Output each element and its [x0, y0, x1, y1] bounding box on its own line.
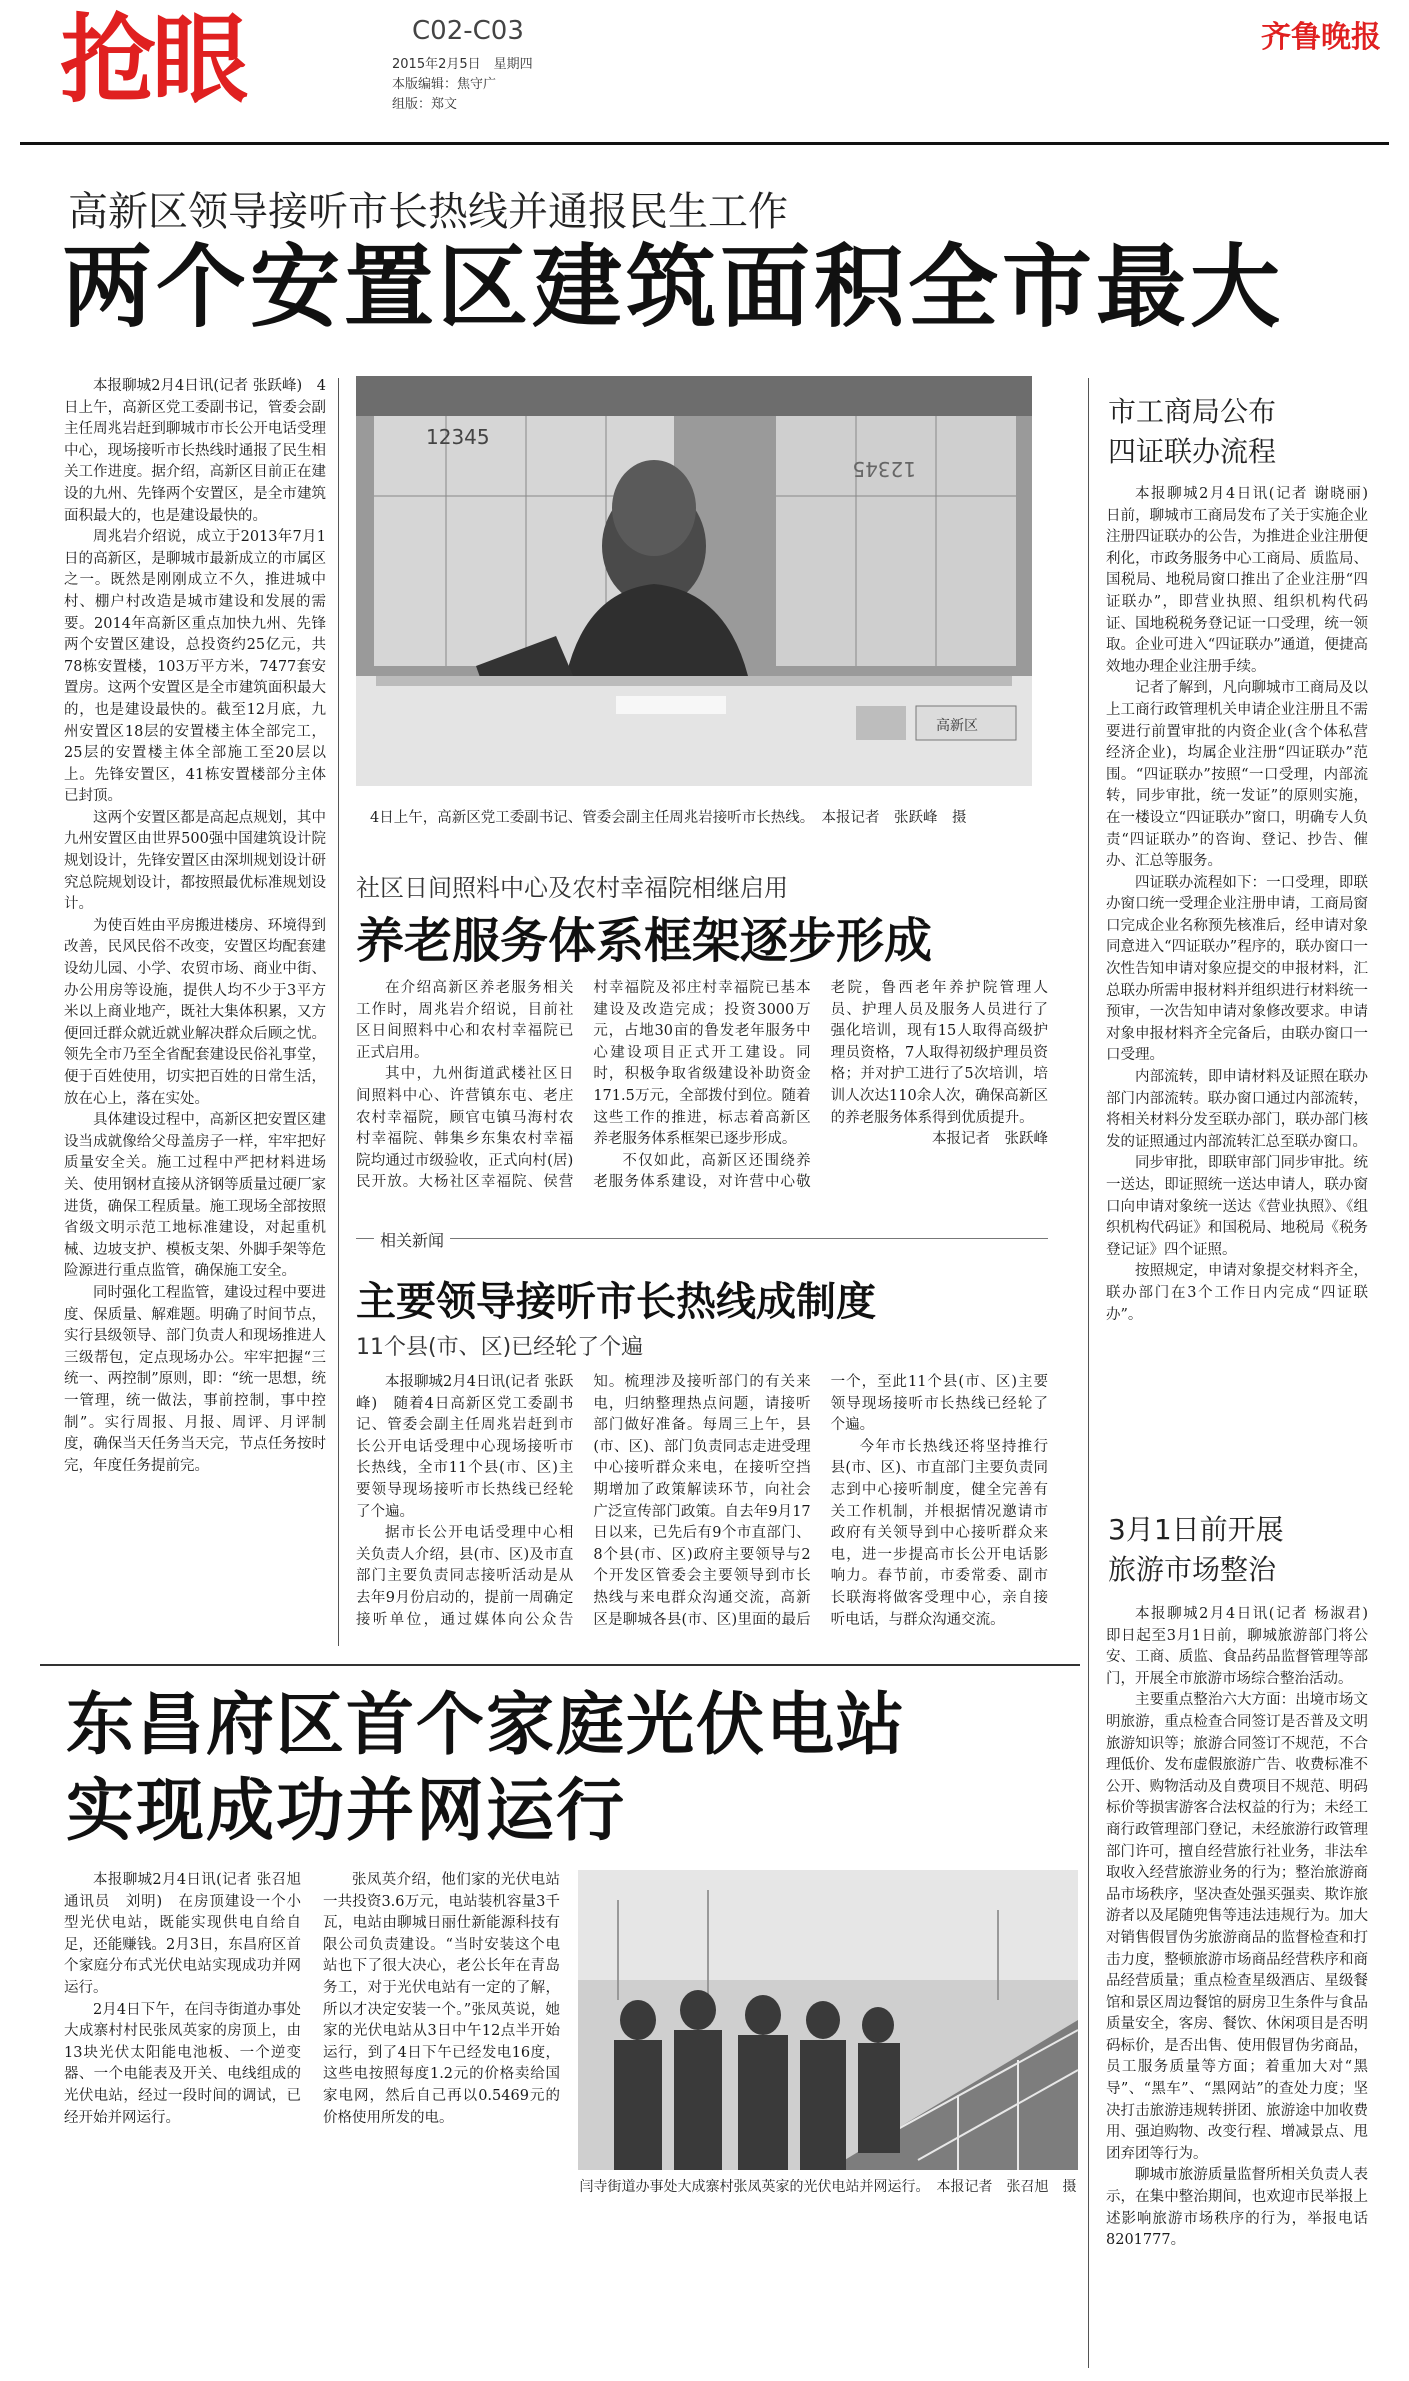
paragraph: 具体建设过程中，高新区把安置区建设当成就像给父母盖房子一样，牢牢把好质量安全关。施工过程中严把材料进场关、使用钢材直接从济钢等质量过硬厂家进货，确保工程质量。施工现场全部按照省级文明示范工地标准建设，对起重机械、边坡支护、模板支架、外脚手架等危险源进行重点监管，确保施工安全。 — [64, 1112, 326, 1280]
lead-kicker: 高新区领导接听市长热线并通报民生工作 — [68, 189, 788, 235]
related-subhead: 11个县(市、区)已经轮了个遍 — [356, 1335, 644, 1360]
sidebar-headline: 3月1日前开展 — [1108, 1513, 1284, 1546]
paragraph: 本报聊城2月4日讯(记者 谢晓丽) 日前，聊城市工商局发布了关于实施企业注册四证联办的公告，为推进企业注册便利化，市政务服务中心工商局、质监局、国税局、地税局窗口推出了企业注册“四证联办”，即营业执照、组织机构代码证、国地税税务登记证一口受理，统一领取。企业可进入“四证联办”通道，便捷高效地办理企业注册手续。 — [1106, 486, 1383, 675]
paragraph: 2月4日下午，在闫寺街道办事处大成寨村村民张凤英家的房顶上，由13块光伏太阳能电池板、一个逆变器、一个电能表及开关、电线组成的光伏电站，经过一段时间的调试，已经开始并网运行。 — [64, 2001, 301, 2126]
paragraph: 据市长公开电话受理中心相关负责人介绍，县(市、区)及市直部门主要负责同志接听活动是从去年9月份启动的，提前一周确定接听单位，通过媒体向公众告知。梳理涉及接听部门的有关来电，归纳整理热点问题，请接听部门做好准备。每周三上午，县(市、区)、部门负责同志走进受理中心接听群众来电，在接听空挡期增加了政策解读环节，向社会广泛宣传部门政策。自去年9月17日以来，已先后有9个市直部门、8个县(市、区)政府主要领导与2个开发区管委会主要领导到市长热线与来电群众沟通交流，高新区是聊城各县(市、区)里面的最后一个，至此11个县(市、区)主要领导现场接听市长热线已经轮了个遍。 — [356, 1374, 1048, 1628]
pv-headline: 实现成功并网运行 — [66, 1772, 627, 1851]
photo-sign-text: 12345 — [426, 425, 490, 449]
masthead-divider — [20, 142, 1389, 145]
related-body — [356, 1372, 1048, 1650]
paragraph: 本报聊城2月4日讯(记者 张跃峰) 随着4日高新区党工委副书记、管委会副主任周兆岩赶到市长公开电话受理中心现场接听市长热线，全市11个县(市、区)主要领导现场接听市长热线已经轮了个遍。 — [356, 1374, 574, 1520]
related-divider — [356, 1238, 1048, 1239]
sidebar-headline: 旅游市场整治 — [1108, 1553, 1277, 1586]
section-title: 抢眼 — [60, 4, 244, 116]
paragraph: 主要重点整治六大方面：出境市场文明旅游，重点检查合同签订是否普及文明旅游知识等；旅游合同签订不规范，不合理低价、发布虚假旅游广告、收费标准不公开、购物活动及自费项目不规范、明码标价等损害游客合法权益的行为；未经工商行政管理部门登记，未经旅游行政管理部门许可，擅自经营旅行社业务，非法牟取收入经营旅游业务的行为；整治旅游商品市场秩序，坚决查处强买强卖、欺诈旅游者以及尾随兜售等违法违规行为。加大对销售假冒伪劣旅游商品的监督检查和打击力度，整顿旅游市场商品经营秩序和商品经营质量；重点检查星级酒店、星级餐馆和景区周边餐馆的厨房卫生条件与食品质量安全，客房、餐饮、休闲项目是否明码标价，是否出售、使用假冒伪劣商品，员工服务质量等方面；着重加大对“黑导”、“黑车”、“黑网站”的查处力度；坚决打击旅游违规转拼团、旅游途中加收费用、强迫购物、改变行程、增减景点、甩团弃团等行为。 — [1106, 1692, 1368, 2162]
pv-photo-caption: 闫寺街道办事处大成寨村张凤英家的光伏电站并网运行。 本报记者 张召旭 摄 — [579, 2179, 1077, 2195]
newspaper-logo: 齐鲁晚报 — [1261, 20, 1381, 55]
paragraph: 周兆岩介绍说，成立于2013年7月1日的高新区，是聊城市最新成立的市属区之一。既然是刚刚成立不久，推进城中村、棚户村改造是城市建设和发展的需要。2014年高新区重点加快九州、先锋两个安置区建设，总投资约25亿元，共78栋安置楼，103万平方米，7477套安置房。这两个安置区是全市建筑面积最大的，也是建设最快的。截至12月底，九州安置区18层的安置楼主体全部完工，25层的安置楼主体全部施工至20层以上。先锋安置区，41栋安置楼部分主体已封顶。 — [64, 529, 326, 805]
pv-photo — [578, 1870, 1078, 2200]
paragraph: 为使百姓由平房搬进楼房、环境得到改善，民风民俗不改变，安置区均配套建设幼儿园、小学、农贸市场、商业中街、办公用房等设施，提供人均不少于3平方米以上商业地产，既社大集体积累，又方便回迁群众就近就业解决群众后顾之忧。领先全市乃至全省配套建设民俗礼事堂，便于百姓使用，切实把百姓的日常生活，放在心上，落在实处。 — [64, 917, 326, 1107]
photo-sign-text: 12345 — [852, 457, 916, 481]
paragraph: 张凤英介绍，他们家的光伏电站一共投资3.6万元，电站装机容量3千瓦，电站由聊城日丽仕新能源科技有限公司负责建设。“当时安装这个电站也下了很大决心，老公长年在青岛务工，对于光伏电站有一定的了解，所以才决定安装一个。”张凤英说，她家的光伏电站从3日中午12点半开始运行，到了4日下午已经发电16度，这些电按照每度1.2元的价格卖给国家电网，然后自己再以0.5469元的价格使用所发的电。 — [323, 1872, 560, 2126]
sidebar-body — [1106, 1604, 1383, 2374]
paragraph: 聊城市旅游质量监督所相关负责人表示，在集中整治期间，也欢迎市民举报上述影响旅游市场秩序的行为，举报电话8201777。 — [1106, 2167, 1368, 2249]
paragraph: 记者了解到，凡向聊城市工商局及以上工商行政管理机关申请企业注册且不需要进行前置审批的内资企业(含个体私营经济企业)，均属企业注册“四证联办”范围。“四证联办”按照“一口受理，内部流转，同步审批，统一发证”的原则实施，在一楼设立“四证联办”窗口，明确专人负责“四证联办”的咨询、登记、抄告、催办、汇总等服务。 — [1106, 680, 1368, 870]
sidebar-body — [1106, 484, 1383, 1504]
pension-body — [356, 978, 1048, 1208]
section-divider — [40, 1664, 1080, 1666]
pension-kicker: 社区日间照料中心及农村幸福院相继启用 — [356, 874, 788, 902]
editor-credit: 本版编辑：焦守广 — [392, 77, 497, 92]
issue-date: 2015年2月5日 星期四 — [392, 57, 533, 72]
paragraph: 四证联办流程如下：一口受理，即联办窗口统一受理企业注册申请，工商局窗口完成企业名称预先核准后，经申请对象同意进入“四证联办”程序的，联办窗口一次性告知申请对象应提交的申报材料，汇总联办所需申报材料并组织进行材料统一预审，一次告知申请对象修改要求。申请对象申报材料齐全完备后，由联办窗口一口受理。 — [1106, 874, 1368, 1064]
lead-photo-caption: 4日上午，高新区党工委副书记、管委会副主任周兆岩接听市长热线。 本报记者 张跃峰 摄 — [370, 810, 967, 826]
paragraph: 本报聊城2月4日讯(记者 杨淑君) 即日起至3月1日前，聊城旅游部门将公安、工商、质监、食品药品监督管理等部门，开展全市旅游市场综合整治活动。 — [1106, 1606, 1383, 1687]
sidebar-headline: 市工商局公布 — [1108, 395, 1277, 428]
photo-nameplate: 高新区 — [936, 718, 978, 734]
related-label: 相关新闻 — [374, 1228, 450, 1251]
pv-headline: 东昌府区首个家庭光伏电站 — [66, 1686, 907, 1765]
paragraph: 按照规定，申请对象提交材料齐全，联办部门在3个工作日内完成“四证联办”。 — [1106, 1263, 1368, 1323]
pension-headline: 养老服务体系框架逐步形成 — [356, 913, 933, 969]
paragraph: 其中，九州街道武楼社区日间照料中心、许营镇东屯、老庄农村幸福院，顾官屯镇马海村农村幸福院、韩集乡东集农村幸福院均通过市级验收，正式向村(居)民开放。大杨社区幸福院、侯营村幸福院及祁庄村幸福院已基本建设及改造完成；投资3000万元，占地30亩的鲁发老年服务中心建设项目正式开工建设。同时，积极争取省级建设补助资金171.5万元，全部拨付到位。随着这些工作的推进，标志着高新区养老服务体系框架已逐步形成。 — [356, 980, 811, 1191]
paragraph: 这两个安置区都是高起点规划，其中九州安置区由世界500强中国建筑设计院规划设计，先锋安置区由深圳规划设计研究总院规划设计，都按照最优标准规划设计。 — [64, 809, 326, 913]
column-rule — [1088, 378, 1089, 2368]
paragraph: 今年市长热线还将坚持推行县(市、区)、市直部门主要负责同志到中心接听制度，健全完善有关工作机制，并根据情况邀请市政府有关领导到中心接听群众来电，进一步提高市长公开电话影响力。春节前，市委常委、副市长联海将做客受理中心，亲自接听电话，与群众沟通交流。 — [830, 1438, 1048, 1628]
paragraph: 同时强化工程监管，建设过程中要进度、保质量、解难题。明确了时间节点，实行县级领导、部门负责人和现场推进人三级帮包，定点现场办公。牢牢把握“三统一、两控制”原则，即：“统一思想，统一管理，统一做法，事前控制，事中控制”。实行周报、月报、周评、月评制度，确保当天任务当天完，节点任务按时完，年度任务提前完。 — [64, 1284, 326, 1474]
paragraph: 本报聊城2月4日讯(记者 张跃峰) 4日上午，高新区党工委副书记，管委会副主任周兆岩赶到聊城市市长公开电话受理中心，现场接听市长热线时通报了民生相关工作进度。据介绍，高新区目前正在建设的九州、先锋两个安置区，是全市建筑面积最大的，也是建设最快的。 — [64, 378, 326, 524]
paragraph: 本报聊城2月4日讯(记者 张召旭 通讯员 刘明) 在房顶建设一个小型光伏电站，既能实现供电自给自足，还能赚钱。2月3日，东昌府区首个家庭分布式光伏电站实现成功并网运行。 — [64, 1872, 316, 1996]
byline: 本报记者 张跃峰 — [931, 1131, 1048, 1148]
layout-credit: 组版：郑文 — [392, 97, 458, 112]
page-code: C02-C03 — [412, 16, 524, 46]
paragraph: 不仅如此，高新区还围绕养老服务体系建设，对许营中心敬老院，鲁西老年养护院管理人员、护理人员及服务人员进行了强化培训，现有15人取得高级护理员资格，7人取得初级护理员资格；并对护工进行了5次培训，培训人次达110余人次，确保高新区的养老服务体系得到优质提升。 — [593, 980, 1048, 1191]
paragraph: 同步审批，即联审部门同步审批。统一送达，即证照统一送达申请人，联办窗口向申请对象统一送达《营业执照》、《组织机构代码证》和国税局、地税局《税务登记证》四个证照。 — [1106, 1155, 1368, 1258]
lead-headline: 两个安置区建筑面积全市最大 — [62, 235, 1284, 340]
paragraph: 内部流转，即申请材料及证照在联办部门内部流转。联办窗口通过内部流转，将相关材料分发至联办部门，联办部门核发的证照通过内部流转汇总至联办窗口。 — [1106, 1069, 1368, 1150]
lead-photo — [356, 376, 1032, 786]
paragraph: 在介绍高新区养老服务相关工作时，周兆岩介绍说，目前社区日间照料中心和农村幸福院已正式启用。 — [356, 980, 574, 1061]
related-headline: 主要领导接听市长热线成制度 — [356, 1279, 876, 1325]
sidebar-headline: 四证联办流程 — [1108, 435, 1277, 468]
column-rule — [338, 378, 339, 1646]
lead-body — [64, 376, 326, 1646]
